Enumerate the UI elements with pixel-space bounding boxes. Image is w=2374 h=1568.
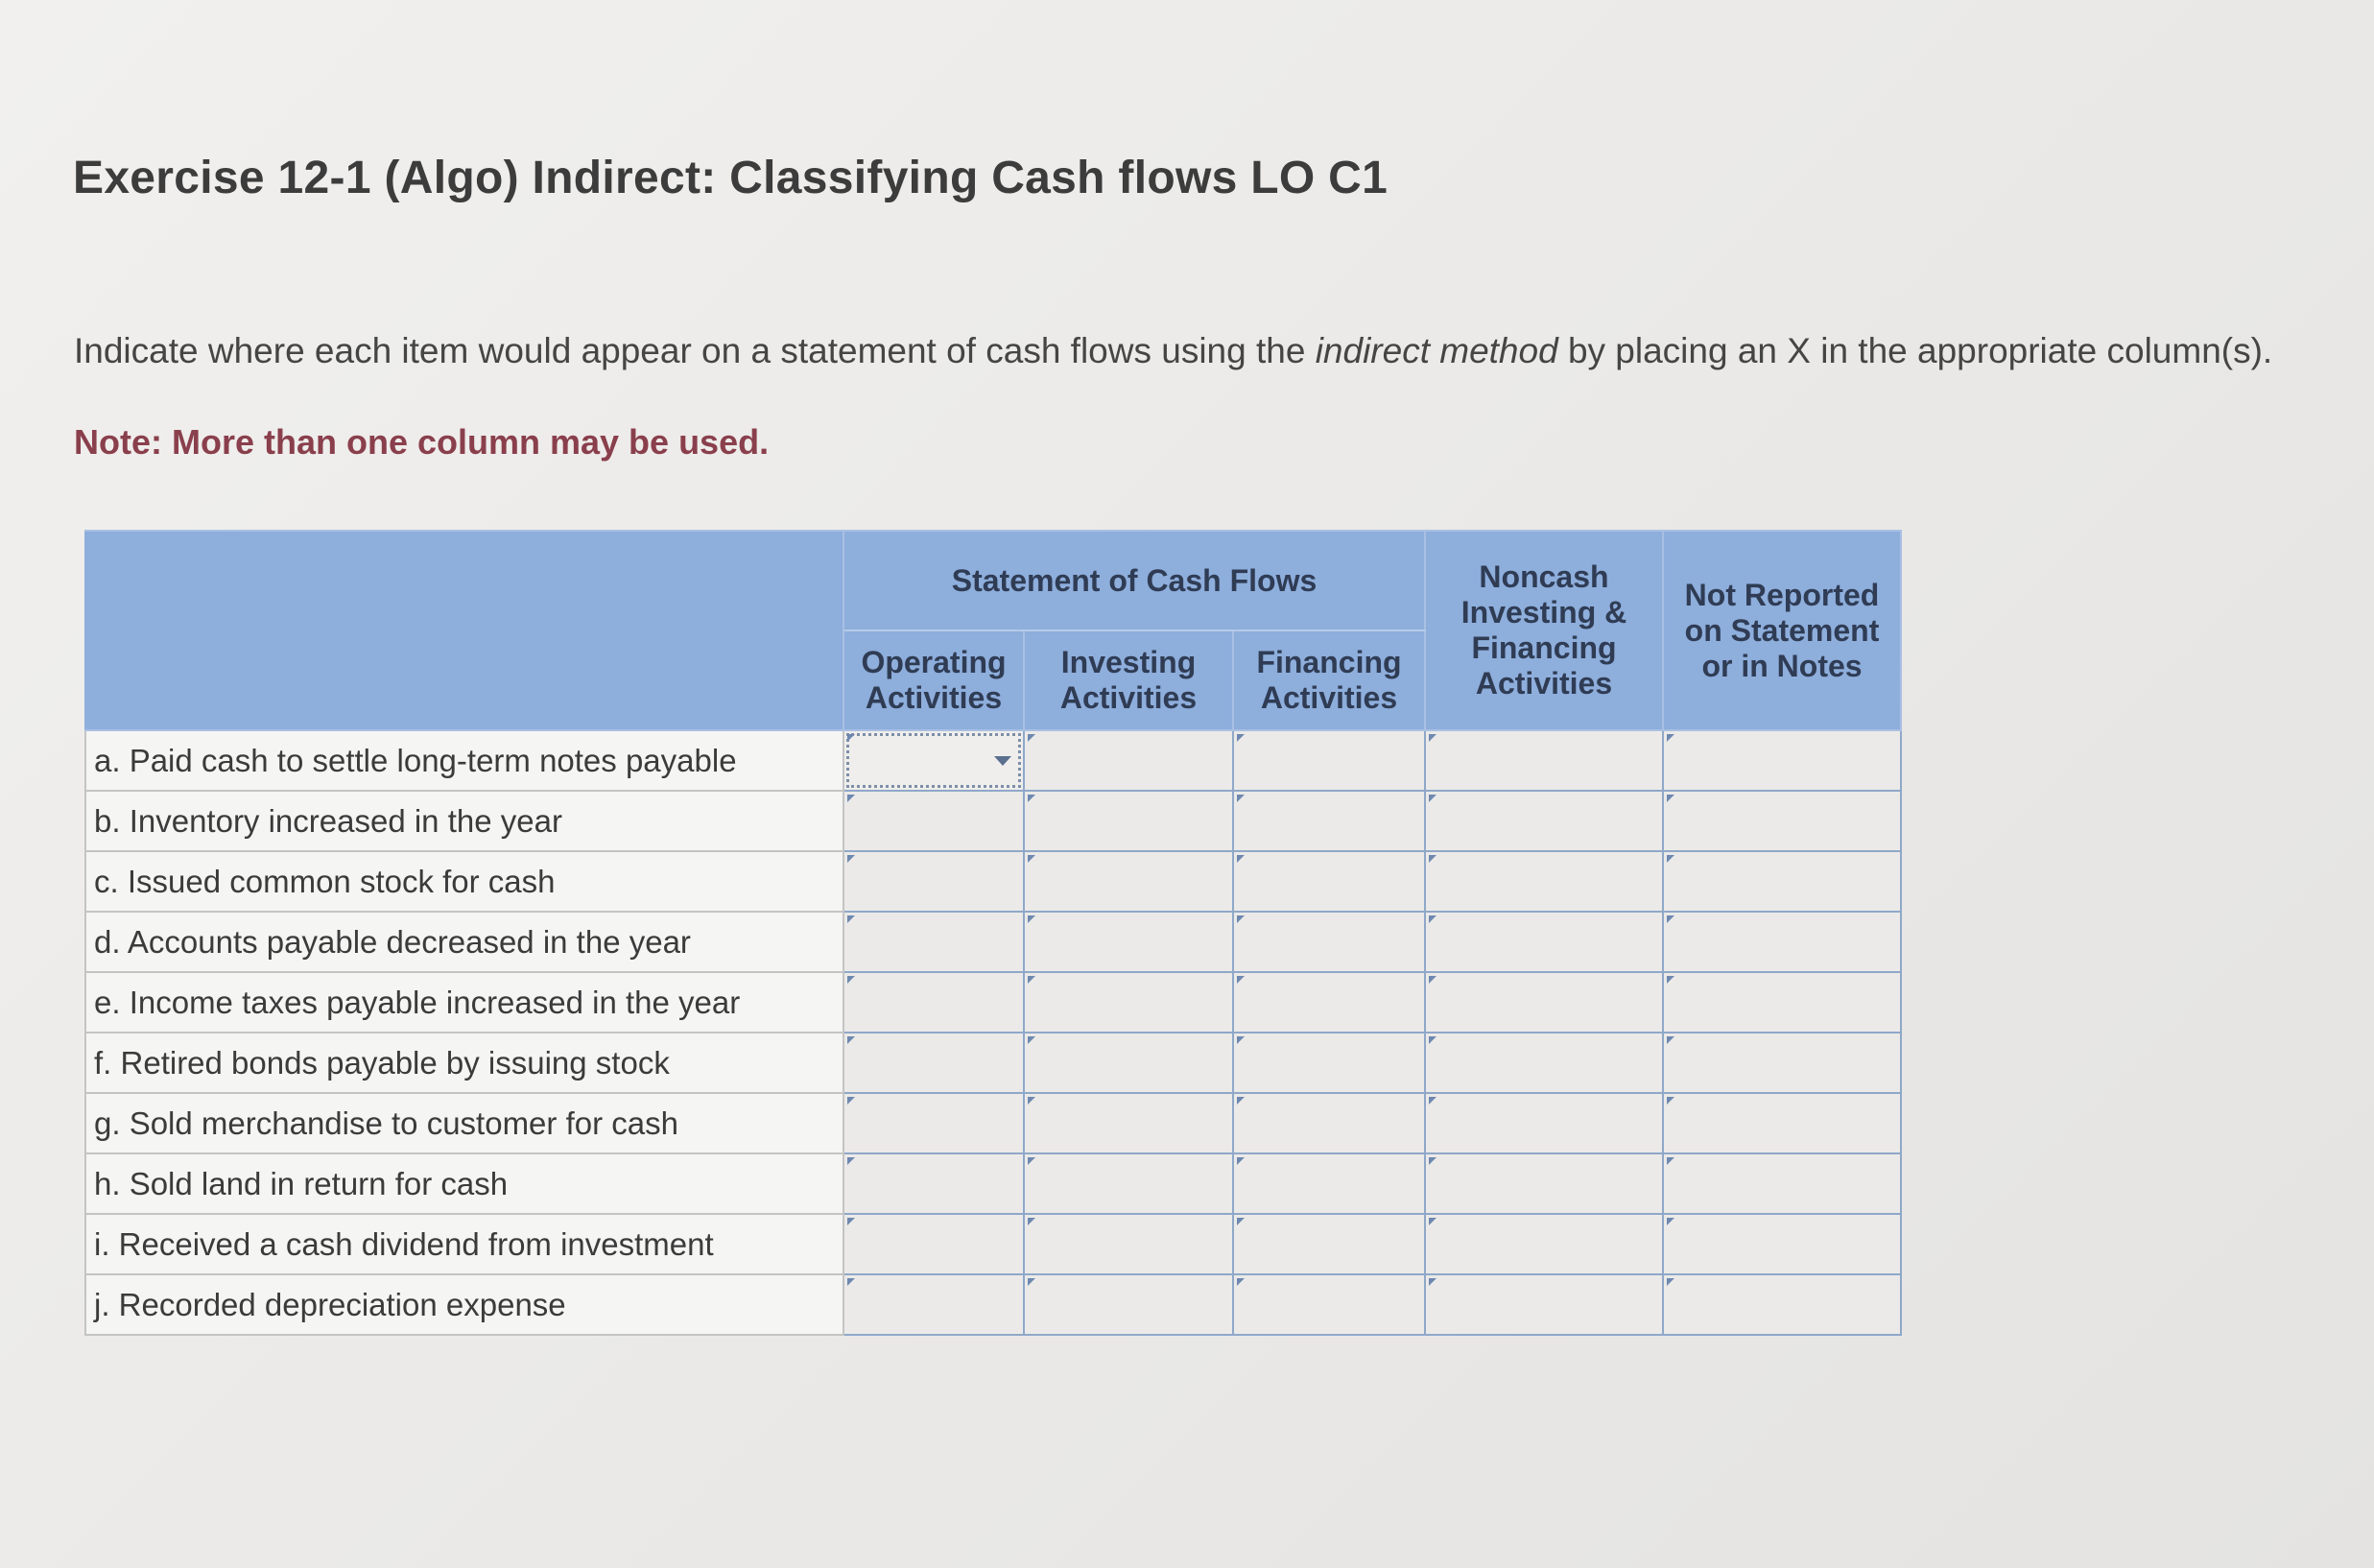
- answer-dropdown-not-reported[interactable]: [1664, 731, 1900, 790]
- answer-cell-investing: [1024, 851, 1233, 912]
- cell-corner-marker: [1028, 1218, 1035, 1225]
- answer-dropdown-financing[interactable]: [1234, 1275, 1424, 1334]
- answer-dropdown-financing[interactable]: [1234, 1033, 1424, 1092]
- cell-corner-marker: [1429, 855, 1436, 863]
- answer-cell-financing: [1233, 730, 1425, 791]
- answer-cell-not-reported: [1663, 972, 1901, 1033]
- cell-corner-marker: [1028, 734, 1035, 742]
- dropdown-caret-icon[interactable]: [994, 756, 1011, 766]
- answer-dropdown-investing[interactable]: [1025, 792, 1232, 850]
- answer-dropdown-noncash[interactable]: [1426, 1094, 1662, 1152]
- answer-cell-operating: [843, 1153, 1024, 1214]
- answer-cell-financing: [1233, 912, 1425, 972]
- cell-corner-marker: [1237, 915, 1245, 923]
- row-label: c. Issued common stock for cash: [85, 851, 843, 912]
- table-row: [85, 1153, 1901, 1214]
- answer-cell-not-reported: [1663, 730, 1901, 791]
- answer-cell-investing: [1024, 1153, 1233, 1214]
- answer-dropdown-not-reported[interactable]: [1664, 792, 1900, 850]
- answer-cell-noncash: [1425, 1033, 1663, 1093]
- cell-corner-marker: [1429, 1218, 1436, 1225]
- answer-dropdown-noncash[interactable]: [1426, 913, 1662, 971]
- cell-corner-marker: [1237, 976, 1245, 984]
- answer-cell-investing: [1024, 912, 1233, 972]
- cell-corner-marker: [1429, 734, 1436, 742]
- answer-dropdown-noncash[interactable]: [1426, 1154, 1662, 1213]
- answer-cell-operating: [843, 1093, 1024, 1153]
- table-row: [85, 851, 1901, 912]
- row-label: i. Received a cash dividend from investment: [85, 1214, 843, 1274]
- cell-corner-marker: [1237, 1036, 1245, 1044]
- answer-cell-investing: [1024, 791, 1233, 851]
- answer-cell-not-reported: [1663, 1153, 1901, 1214]
- header-financing: [1233, 630, 1425, 730]
- table-row: [85, 1214, 1901, 1274]
- cell-corner-marker: [1028, 915, 1035, 923]
- answer-cell-investing: [1024, 1214, 1233, 1274]
- answer-dropdown-operating[interactable]: [844, 1094, 1023, 1152]
- header-financing-label: Financing Activities: [1256, 645, 1402, 715]
- answer-dropdown-not-reported[interactable]: [1664, 1275, 1900, 1334]
- header-investing-label: Investing Activities: [1059, 645, 1198, 715]
- answer-dropdown-financing[interactable]: [1234, 1215, 1424, 1273]
- cell-corner-marker: [1667, 1218, 1674, 1225]
- cell-corner-marker: [1028, 1097, 1035, 1105]
- answer-cell-not-reported: [1663, 1214, 1901, 1274]
- cell-corner-marker: [847, 1097, 855, 1105]
- answer-cell-not-reported: [1663, 791, 1901, 851]
- answer-cell-investing: [1024, 1274, 1233, 1335]
- cell-corner-marker: [1028, 1278, 1035, 1286]
- answer-dropdown-operating[interactable]: [844, 1215, 1023, 1273]
- answer-dropdown-noncash[interactable]: [1426, 973, 1662, 1032]
- answer-dropdown-investing[interactable]: [1025, 913, 1232, 971]
- answer-dropdown-noncash[interactable]: [1426, 852, 1662, 911]
- answer-cell-not-reported: [1663, 1274, 1901, 1335]
- cell-corner-marker: [1667, 976, 1674, 984]
- answer-dropdown-financing[interactable]: [1234, 731, 1424, 790]
- cell-corner-marker: [1429, 976, 1436, 984]
- row-label: a. Paid cash to settle long-term notes payable: [85, 730, 843, 791]
- answer-dropdown-financing[interactable]: [1234, 913, 1424, 971]
- answer-dropdown-noncash[interactable]: [1426, 792, 1662, 850]
- cell-corner-marker: [1667, 1157, 1674, 1165]
- header-investing: [1024, 630, 1233, 730]
- answer-dropdown-operating[interactable]: [844, 913, 1023, 971]
- answer-cell-financing: [1233, 791, 1425, 851]
- cell-corner-marker: [1237, 795, 1245, 802]
- header-noncash-label: Noncash Investing & Financing Activities: [1460, 559, 1627, 701]
- header-operating-label: Operating Activities: [861, 645, 1007, 715]
- answer-dropdown-not-reported[interactable]: [1664, 973, 1900, 1032]
- answer-dropdown-noncash[interactable]: [1426, 731, 1662, 790]
- answer-dropdown-operating[interactable]: [844, 1275, 1023, 1334]
- answer-cell-not-reported: [1663, 912, 1901, 972]
- cell-corner-marker: [1237, 1097, 1245, 1105]
- answer-dropdown-financing[interactable]: [1234, 1154, 1424, 1213]
- table-row: [85, 972, 1901, 1033]
- row-label: b. Inventory increased in the year: [85, 791, 843, 851]
- answer-dropdown-investing[interactable]: [1025, 1094, 1232, 1152]
- answer-dropdown-not-reported[interactable]: [1664, 1154, 1900, 1213]
- cell-corner-marker: [847, 915, 855, 923]
- classification-table: [84, 530, 1902, 1336]
- answer-cell-financing: [1233, 1033, 1425, 1093]
- cell-corner-marker: [1429, 915, 1436, 923]
- answer-cell-noncash: [1425, 1274, 1663, 1335]
- answer-cell-financing: [1233, 1214, 1425, 1274]
- answer-cell-noncash: [1425, 1153, 1663, 1214]
- header-blank: [85, 531, 843, 730]
- answer-cell-financing: [1233, 1153, 1425, 1214]
- cell-corner-marker: [1667, 734, 1674, 742]
- answer-cell-not-reported: [1663, 1033, 1901, 1093]
- instructions-text: [74, 330, 2319, 372]
- cell-corner-marker: [847, 1157, 855, 1165]
- answer-cell-investing: [1024, 1093, 1233, 1153]
- table-body: [85, 730, 1901, 1335]
- answer-dropdown-operating[interactable]: [844, 792, 1023, 850]
- row-label: j. Recorded depreciation expense: [85, 1274, 843, 1335]
- answer-dropdown-financing[interactable]: [1234, 973, 1424, 1032]
- note-text: Note: More than one column may be used.: [74, 422, 770, 462]
- cell-corner-marker: [1429, 795, 1436, 802]
- table-row: [85, 912, 1901, 972]
- answer-dropdown-noncash[interactable]: [1426, 1215, 1662, 1273]
- cell-corner-marker: [1237, 1157, 1245, 1165]
- answer-dropdown-not-reported[interactable]: [1664, 1215, 1900, 1273]
- answer-cell-noncash: [1425, 851, 1663, 912]
- header-operating: [843, 630, 1024, 730]
- row-label: d. Accounts payable decreased in the year: [85, 912, 843, 972]
- answer-dropdown-operating[interactable]: [844, 852, 1023, 911]
- answer-dropdown-noncash[interactable]: [1426, 1033, 1662, 1092]
- answer-cell-noncash: [1425, 972, 1663, 1033]
- answer-dropdown-investing[interactable]: [1025, 1033, 1232, 1092]
- cell-corner-marker: [1237, 734, 1245, 742]
- header-noncash: [1425, 531, 1663, 730]
- cell-corner-marker: [1028, 855, 1035, 863]
- header-statement-of-cash-flows: Statement of Cash Flows: [843, 531, 1425, 630]
- cell-corner-marker: [1429, 1036, 1436, 1044]
- cell-corner-marker: [1667, 855, 1674, 863]
- cell-corner-marker: [847, 734, 855, 742]
- row-label: f. Retired bonds payable by issuing stock: [85, 1033, 843, 1093]
- table-row: [85, 730, 1901, 791]
- answer-cell-not-reported: [1663, 851, 1901, 912]
- cell-corner-marker: [1028, 1157, 1035, 1165]
- table-row: [85, 791, 1901, 851]
- answer-cell-operating: [843, 791, 1024, 851]
- answer-dropdown-operating[interactable]: [844, 731, 1023, 790]
- answer-cell-operating: [843, 1033, 1024, 1093]
- answer-dropdown-financing[interactable]: [1234, 1094, 1424, 1152]
- answer-cell-noncash: [1425, 1214, 1663, 1274]
- cell-corner-marker: [1667, 1036, 1674, 1044]
- answer-cell-financing: [1233, 1093, 1425, 1153]
- cell-corner-marker: [1237, 1278, 1245, 1286]
- answer-dropdown-investing[interactable]: [1025, 1154, 1232, 1213]
- exercise-title: Exercise 12-1 (Algo) Indirect: Classifying Cash flows LO C1: [73, 153, 1389, 203]
- cell-corner-marker: [1429, 1278, 1436, 1286]
- cell-corner-marker: [1028, 795, 1035, 802]
- answer-dropdown-not-reported[interactable]: [1664, 1033, 1900, 1092]
- answer-dropdown-not-reported[interactable]: [1664, 913, 1900, 971]
- answer-dropdown-operating[interactable]: [844, 1033, 1023, 1092]
- answer-cell-financing: [1233, 1274, 1425, 1335]
- answer-cell-operating: [843, 1214, 1024, 1274]
- cell-corner-marker: [1028, 976, 1035, 984]
- cell-corner-marker: [1429, 1157, 1436, 1165]
- answer-dropdown-investing[interactable]: [1025, 852, 1232, 911]
- answer-cell-financing: [1233, 972, 1425, 1033]
- answer-cell-noncash: [1425, 791, 1663, 851]
- cell-corner-marker: [1237, 1218, 1245, 1225]
- cell-corner-marker: [1237, 855, 1245, 863]
- answer-cell-noncash: [1425, 912, 1663, 972]
- header-not-reported: [1663, 531, 1901, 730]
- answer-cell-operating: [843, 1274, 1024, 1335]
- answer-cell-noncash: [1425, 1093, 1663, 1153]
- answer-cell-operating: [843, 851, 1024, 912]
- answer-cell-operating: [843, 912, 1024, 972]
- answer-cell-investing: [1024, 730, 1233, 791]
- row-label: g. Sold merchandise to customer for cash: [85, 1093, 843, 1153]
- cell-corner-marker: [847, 976, 855, 984]
- cell-corner-marker: [847, 1036, 855, 1044]
- cell-corner-marker: [847, 855, 855, 863]
- table-row: [85, 1093, 1901, 1153]
- instructions-part-1: Indicate where each item would appear on a statement of cash flows using the: [74, 331, 1316, 370]
- table-row: [85, 1033, 1901, 1093]
- answer-cell-noncash: [1425, 730, 1663, 791]
- cell-corner-marker: [1667, 1278, 1674, 1286]
- cell-corner-marker: [1667, 915, 1674, 923]
- answer-cell-investing: [1024, 972, 1233, 1033]
- row-label: e. Income taxes payable increased in the year: [85, 972, 843, 1033]
- answer-dropdown-financing[interactable]: [1234, 792, 1424, 850]
- header-not-reported-label: Not Reported on Statement or in Notes: [1684, 577, 1880, 683]
- cell-corner-marker: [1429, 1097, 1436, 1105]
- instructions-emphasis: indirect method: [1315, 331, 1558, 370]
- answer-dropdown-investing[interactable]: [1025, 1215, 1232, 1273]
- answer-dropdown-financing[interactable]: [1234, 852, 1424, 911]
- cell-corner-marker: [847, 1278, 855, 1286]
- answer-cell-operating: [843, 730, 1024, 791]
- instructions-part-2: by placing an X in the appropriate column(s).: [1557, 331, 2273, 370]
- answer-dropdown-investing[interactable]: [1025, 731, 1232, 790]
- answer-cell-not-reported: [1663, 1093, 1901, 1153]
- answer-cell-financing: [1233, 851, 1425, 912]
- answer-cell-operating: [843, 972, 1024, 1033]
- answer-cell-investing: [1024, 1033, 1233, 1093]
- cell-corner-marker: [1667, 795, 1674, 802]
- answer-dropdown-operating[interactable]: [844, 1154, 1023, 1213]
- answer-dropdown-investing[interactable]: [1025, 973, 1232, 1032]
- table-row: [85, 1274, 1901, 1335]
- cell-corner-marker: [847, 1218, 855, 1225]
- answer-dropdown-operating[interactable]: [844, 973, 1023, 1032]
- answer-dropdown-not-reported[interactable]: [1664, 852, 1900, 911]
- answer-dropdown-noncash[interactable]: [1426, 1275, 1662, 1334]
- cell-corner-marker: [847, 795, 855, 802]
- answer-dropdown-not-reported[interactable]: [1664, 1094, 1900, 1152]
- cell-corner-marker: [1667, 1097, 1674, 1105]
- cell-corner-marker: [1028, 1036, 1035, 1044]
- answer-dropdown-investing[interactable]: [1025, 1275, 1232, 1334]
- row-label: h. Sold land in return for cash: [85, 1153, 843, 1214]
